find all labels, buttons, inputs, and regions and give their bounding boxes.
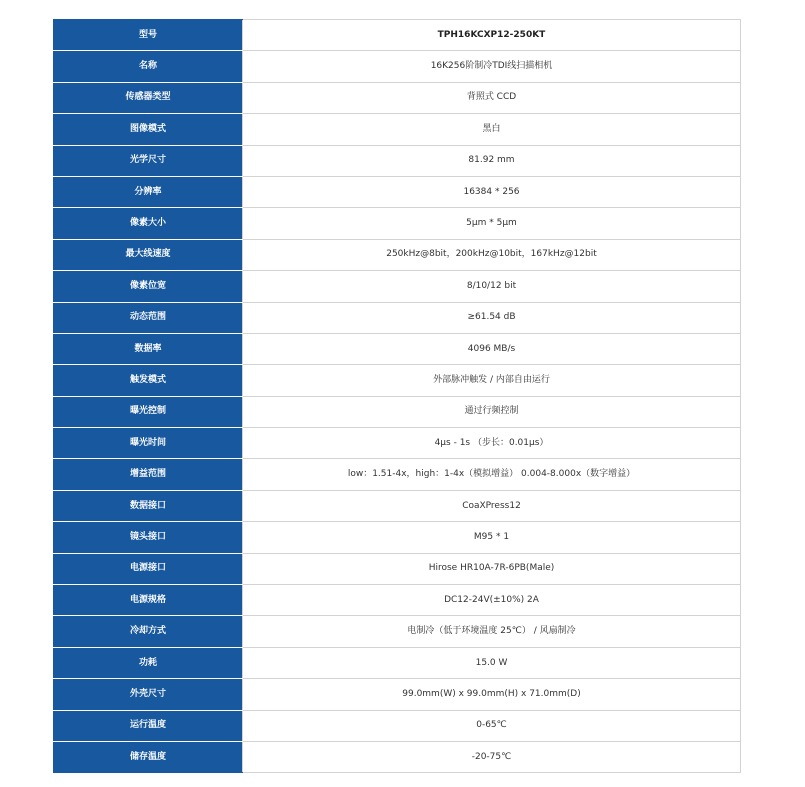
spec-value: 81.92 mm [243, 145, 741, 176]
spec-value: 5μm * 5μm [243, 208, 741, 239]
spec-label: 最大线速度 [54, 239, 243, 270]
spec-row [54, 710, 741, 741]
spec-label: 镜头接口 [54, 522, 243, 553]
spec-value: 外部脉冲触发 / 内部自由运行 [243, 365, 741, 396]
spec-value: Hirose HR10A-7R-6PB(Male) [243, 553, 741, 584]
spec-label: 外壳尺寸 [54, 679, 243, 710]
spec-label: 动态范围 [54, 302, 243, 333]
spec-row [54, 679, 741, 710]
spec-row [54, 114, 741, 145]
spec-label: 像素位宽 [54, 271, 243, 302]
spec-value: 8/10/12 bit [243, 271, 741, 302]
spec-value: -20-75℃ [243, 741, 741, 772]
spec-label: 运行温度 [54, 710, 243, 741]
spec-value: 16384 * 256 [243, 176, 741, 207]
spec-row [54, 647, 741, 678]
spec-value: 黑白 [243, 114, 741, 145]
spec-value: 4096 MB/s [243, 333, 741, 364]
spec-row [54, 428, 741, 459]
spec-row [54, 365, 741, 396]
spec-label: 数据率 [54, 333, 243, 364]
spec-label: 增益范围 [54, 459, 243, 490]
spec-row [54, 459, 741, 490]
spec-label: 触发模式 [54, 365, 243, 396]
spec-label: 电源接口 [54, 553, 243, 584]
spec-label: 传感器类型 [54, 82, 243, 113]
spec-label: 像素大小 [54, 208, 243, 239]
spec-value: ≥61.54 dB [243, 302, 741, 333]
spec-row [54, 239, 741, 270]
spec-value: 背照式 CCD [243, 82, 741, 113]
spec-row [54, 585, 741, 616]
spec-value: DC12-24V(±10%) 2A [243, 585, 741, 616]
spec-value: 99.0mm(W) x 99.0mm(H) x 71.0mm(D) [243, 679, 741, 710]
spec-label: 电源规格 [54, 585, 243, 616]
spec-label: 冷却方式 [54, 616, 243, 647]
spec-label: 光学尺寸 [54, 145, 243, 176]
spec-value: 4μs - 1s （步长：0.01μs） [243, 428, 741, 459]
spec-value: 电制冷（低于环境温度 25℃） / 风扇制冷 [243, 616, 741, 647]
spec-label: 名称 [54, 51, 243, 82]
spec-row [54, 82, 741, 113]
spec-value: 0-65℃ [243, 710, 741, 741]
spec-value: low：1.51-4x，high：1-4x（模拟增益） 0.004-8.000x（数字增益） [243, 459, 741, 490]
spec-value: M95 * 1 [243, 522, 741, 553]
spec-label: 分辨率 [54, 176, 243, 207]
spec-row [54, 51, 741, 82]
spec-label: 曝光时间 [54, 428, 243, 459]
spec-row [54, 145, 741, 176]
spec-label: 型号 [54, 20, 243, 51]
spec-value: 16K256阶制冷TDI线扫描相机 [243, 51, 741, 82]
spec-row [54, 741, 741, 772]
spec-row [54, 208, 741, 239]
spec-value: 通过行频控制 [243, 396, 741, 427]
spec-row [54, 490, 741, 521]
spec-value: 250kHz@8bit，200kHz@10bit，167kHz@12bit [243, 239, 741, 270]
spec-value: TPH16KCXP12-250KT [243, 20, 741, 51]
spec-table-body [54, 20, 741, 773]
spec-row [54, 271, 741, 302]
spec-row [54, 396, 741, 427]
spec-row [54, 333, 741, 364]
spec-label: 功耗 [54, 647, 243, 678]
spec-row [54, 20, 741, 51]
spec-row [54, 522, 741, 553]
spec-label: 曝光控制 [54, 396, 243, 427]
spec-table [53, 19, 741, 773]
spec-row [54, 176, 741, 207]
spec-row [54, 302, 741, 333]
spec-label: 数据接口 [54, 490, 243, 521]
spec-row [54, 616, 741, 647]
spec-row [54, 553, 741, 584]
spec-value: 15.0 W [243, 647, 741, 678]
spec-value: CoaXPress12 [243, 490, 741, 521]
spec-label: 图像模式 [54, 114, 243, 145]
spec-label: 储存温度 [54, 741, 243, 772]
